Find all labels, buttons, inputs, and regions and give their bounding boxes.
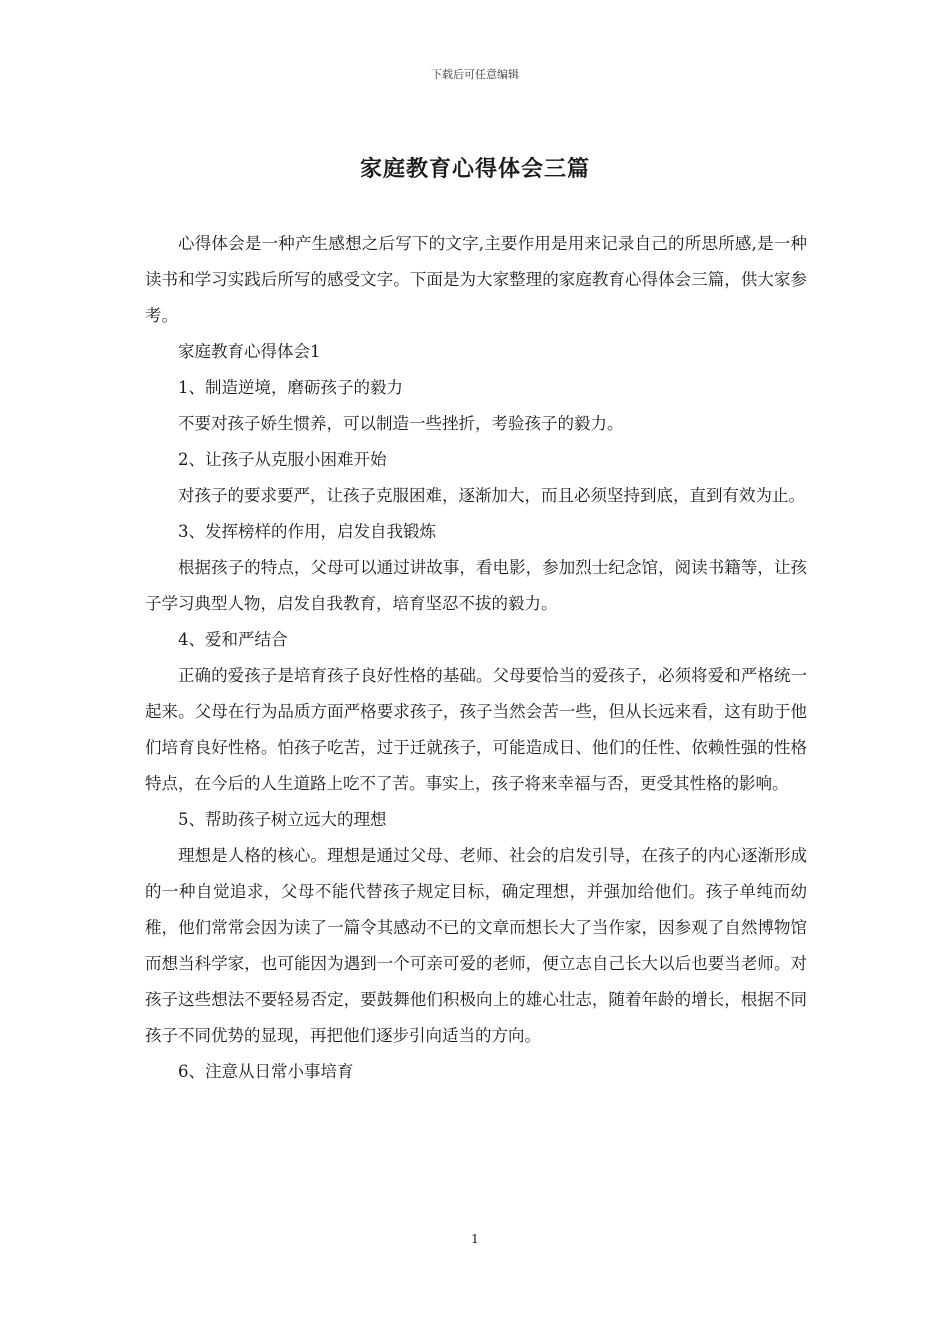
item-text-1: 不要对孩子娇生惯养，可以制造一些挫折，考验孩子的毅力。 — [178, 414, 624, 433]
item-text-4: 正确的爱孩子是培育孩子良好性格的基础。父母要恰当的爱孩子，必须将爱和严格统一起来。父母在行为品质方面严格要求孩子，孩子当然会苦一些，但从长远来看，这有助于他们培育良好性格。怕孩子吃苦，过于迁就孩子，可能造成日、他们的任性、依赖性强的性格特点，在今后的人生道路上吃不了苦。事实上，孩子将来幸福与否，更受其性格的影响。 — [145, 666, 807, 793]
item-heading-1: 1、制造逆境，磨砺孩子的毅力 — [178, 378, 403, 397]
header-note: 下载后可任意编辑 — [431, 68, 519, 81]
section-title: 家庭教育心得体会1 — [178, 342, 321, 361]
item-text-2: 对孩子的要求要严，让孩子克服困难，逐渐加大，而且必须坚持到底，直到有效为止。 — [178, 486, 805, 505]
item-heading-4: 4、爱和严结合 — [178, 630, 288, 649]
item-heading-3: 3、发挥榜样的作用，启发自我锻炼 — [178, 522, 436, 541]
page-number: 1 — [471, 1232, 479, 1246]
intro-paragraph: 心得体会是一种产生感想之后写下的文字,主要作用是用来记录自己的所思所感,是一种读书和学习实践后所写的感受文字。下面是为大家整理的家庭教育心得体会三篇，供大家参考。 — [145, 234, 807, 325]
item-text-5: 理想是人格的核心。理想是通过父母、老师、社会的启发引导，在孩子的内心逐渐形成的一种自觉追求，父母不能代替孩子规定目标，确定理想，并强加给他们。孩子单纯而幼稚，他们常常会因为读了一篇令其感动不已的文章而想长大了当作家，因参观了自然博物馆而想当科学家，也可能因为遇到一个可亲可爱的老师，便立志自己长大以后也要当老师。对孩子这些想法不要轻易否定，要鼓舞他们积极向上的雄心壮志，随着年龄的增长，根据不同孩子不同优势的显现，再把他们逐步引向适当的方向。 — [145, 846, 807, 1045]
item-heading-2: 2、让孩子从克服小困难开始 — [178, 450, 387, 469]
item-heading-5: 5、帮助孩子树立远大的理想 — [178, 810, 387, 829]
item-heading-6: 6、注意从日常小事培育 — [178, 1062, 354, 1081]
document-title: 家庭教育心得体会三篇 — [359, 156, 590, 182]
item-text-3: 根据孩子的特点，父母可以通过讲故事，看电影，参加烈士纪念馆，阅读书籍等，让孩子学习典型人物，启发自我教育，培育坚忍不拔的毅力。 — [145, 558, 807, 613]
document-body — [145, 226, 807, 1090]
